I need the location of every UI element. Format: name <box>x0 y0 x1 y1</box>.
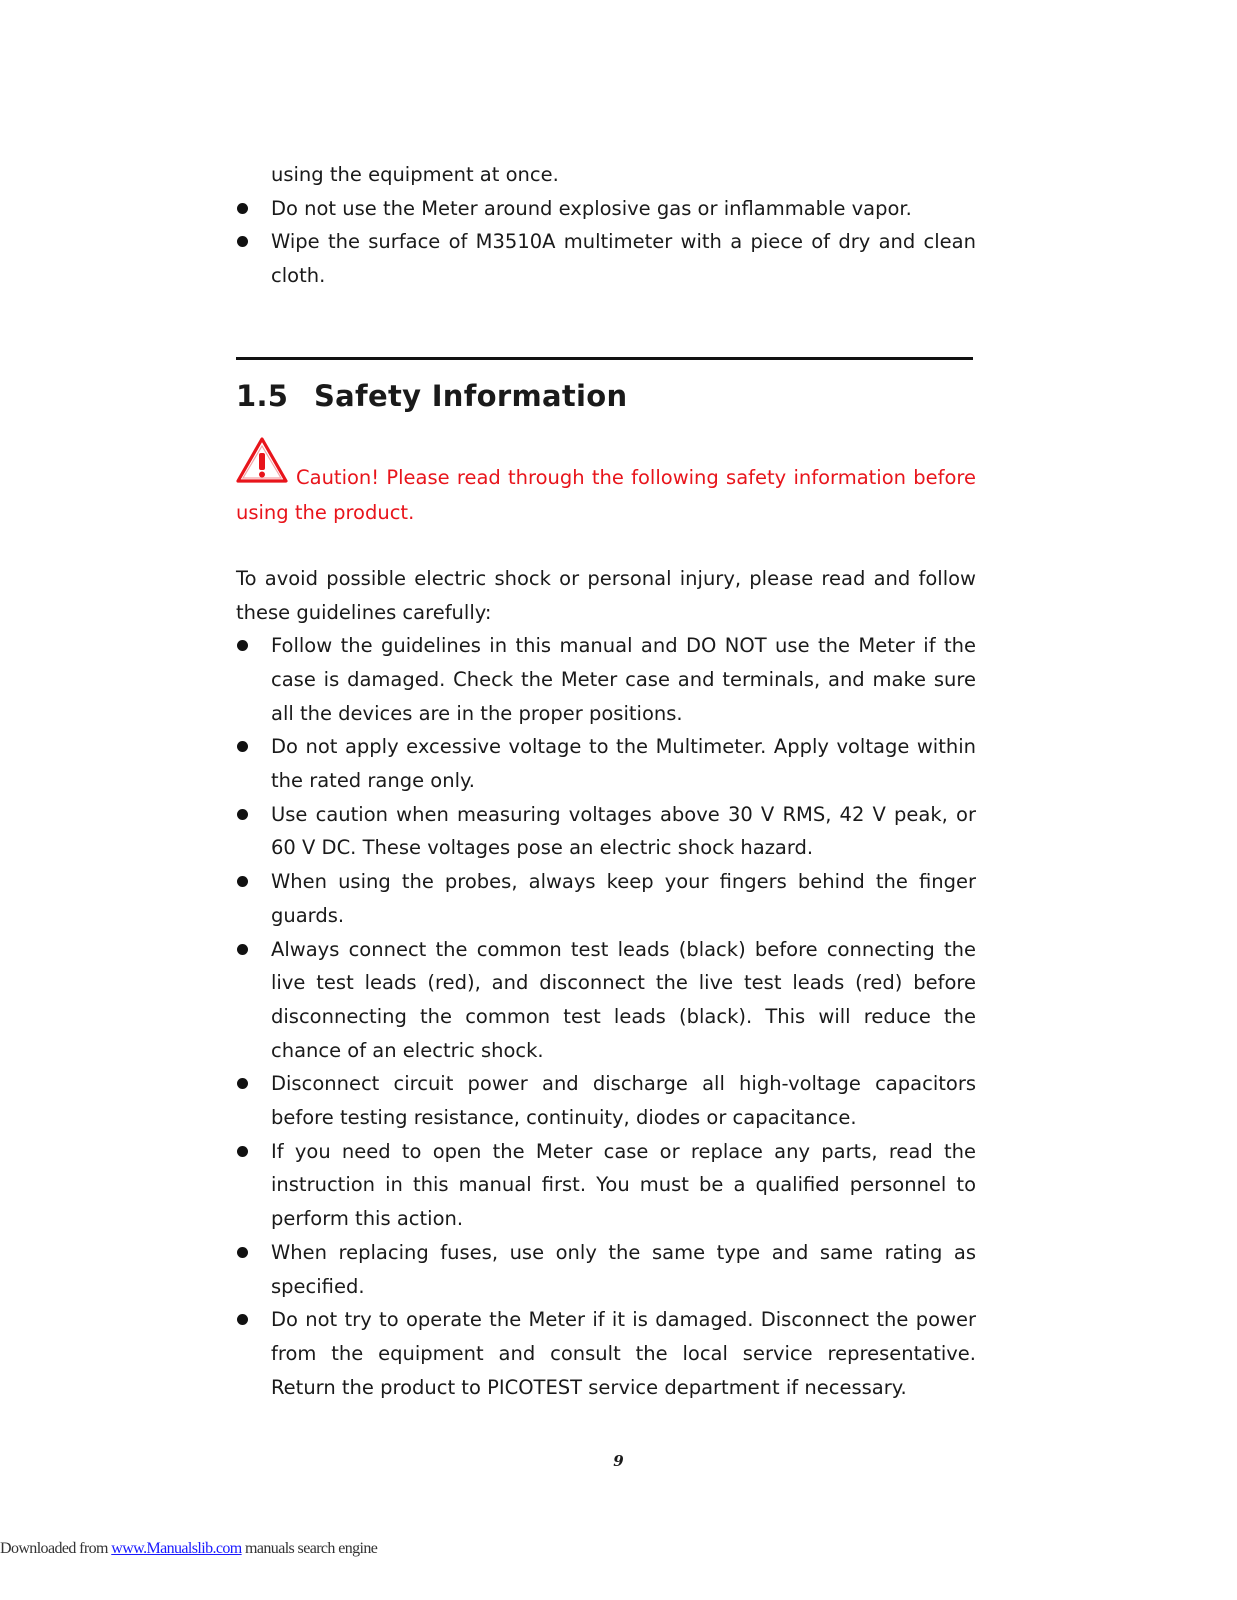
list-item: When using the probes, always keep your fingers behind the finger guards. <box>236 865 976 932</box>
list-item: Do not apply excessive voltage to the Multimeter. Apply voltage within the rated range only. <box>236 730 976 797</box>
caution-text: Caution! Please read through the following safety information before using the product. <box>236 465 976 524</box>
section-title: Safety Information <box>314 378 628 413</box>
page-content <box>236 158 976 1404</box>
list-item: When replacing fuses, use only the same type and same rating as specified. <box>236 1236 976 1303</box>
list-item: Always connect the common test leads (black) before connecting the live test leads (red), and disconnect the live test leads (red) before disconnecting the common test leads (black). This will reduce the chance of an electric shock. <box>236 933 976 1068</box>
top-bullet-list <box>236 192 976 293</box>
section-heading <box>236 378 976 414</box>
section-divider <box>236 357 973 360</box>
safety-bullet-list <box>236 629 976 1404</box>
caution-notice <box>236 436 976 530</box>
page-number: 9 <box>613 1452 624 1470</box>
footer-prefix: Downloaded from <box>0 1540 112 1557</box>
warning-triangle-icon <box>236 436 288 486</box>
list-item: Wipe the surface of M3510A multimeter with a piece of dry and clean cloth. <box>236 225 976 292</box>
list-item: Disconnect circuit power and discharge all high-voltage capacitors before testing resistance, continuity, diodes or capacitance. <box>236 1067 976 1134</box>
list-item: Do not use the Meter around explosive gas or inflammable vapor. <box>236 192 976 226</box>
list-item: Follow the guidelines in this manual and DO NOT use the Meter if the case is damaged. Check the Meter case and terminals, and make sure all the devices are in the proper positions. <box>236 629 976 730</box>
list-item: If you need to open the Meter case or replace any parts, read the instruction in this manual first. You must be a qualified personnel to perform this action. <box>236 1135 976 1236</box>
footer-suffix: manuals search engine <box>241 1540 378 1557</box>
download-footer <box>0 1540 377 1558</box>
list-item: Use caution when measuring voltages above 30 V RMS, 42 V peak, or 60 V DC. These voltages pose an electric shock hazard. <box>236 798 976 865</box>
continuation-text: using the equipment at once. <box>271 163 559 186</box>
manualslib-link[interactable]: www.Manualslib.com <box>111 1540 242 1557</box>
list-item: Do not try to operate the Meter if it is damaged. Disconnect the power from the equipment and consult the local service representative. Return the product to PICOTEST service department if necessary. <box>236 1303 976 1404</box>
section-number: 1.5 <box>236 378 289 413</box>
intro-paragraph: To avoid possible electric shock or personal injury, please read and follow these guidelines carefully: <box>236 566 976 624</box>
